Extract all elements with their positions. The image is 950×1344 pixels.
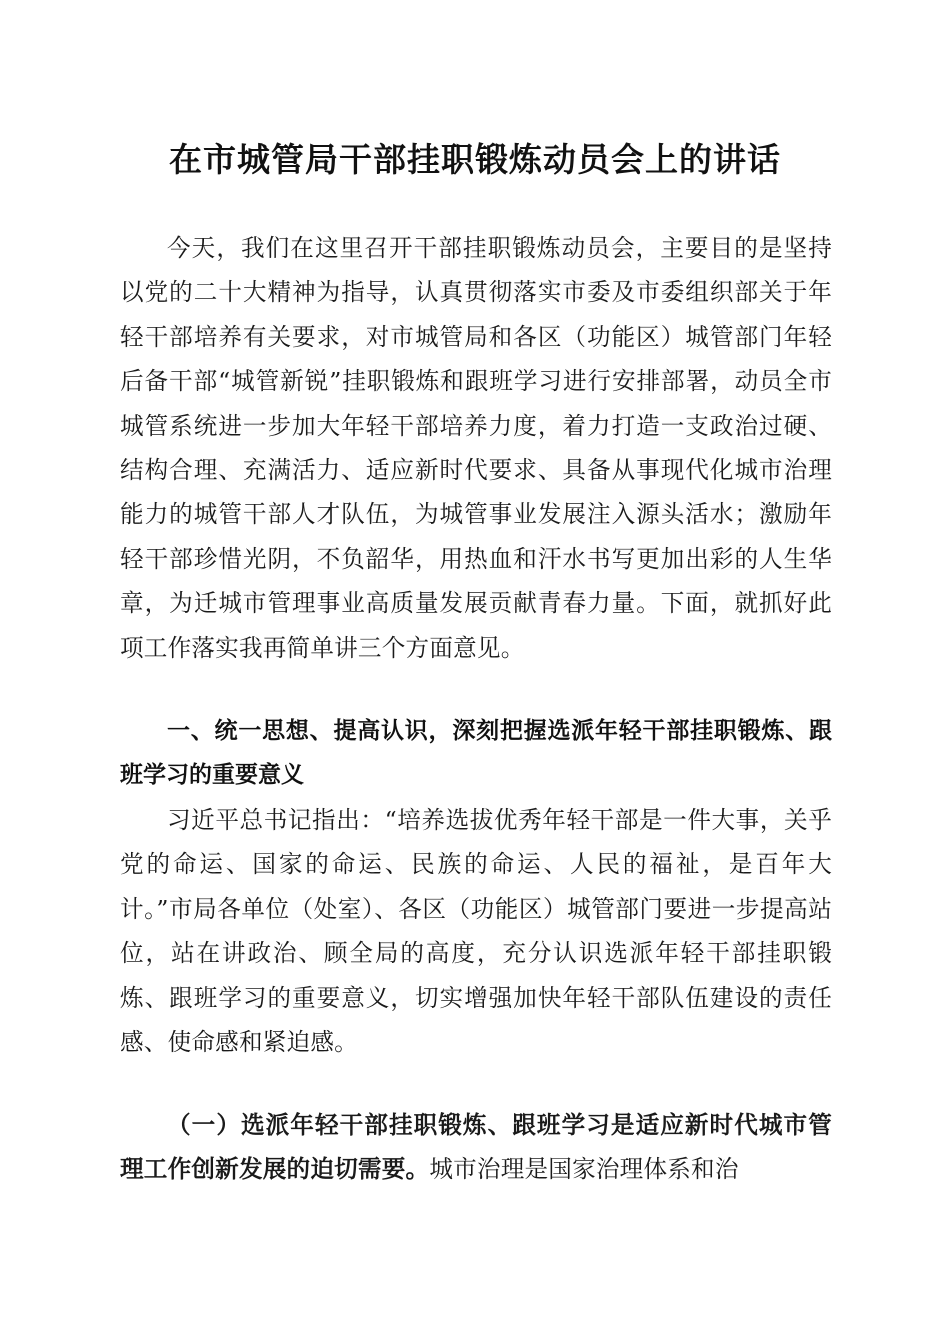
paragraph-subsection-1-text: 城市治理是国家治理体系和治 bbox=[429, 1155, 739, 1184]
paragraph-section-1: 习近平总书记指出：“培养选拔优秀年轻干部是一件大事，关乎党的命运、国家的命运、民族的命运、人民的福祉，是百年大计。”市局各单位（处室）、各区（功能区）城管部门要进一步提高站位，站在讲政治、顾全局的高度，充分认识选派年轻干部挂职锻炼、跟班学习的重要意义，切实增强加快年轻干部队伍建设的责任感、使命感和紧迫感。 bbox=[120, 806, 832, 1057]
paragraph-intro: 今天，我们在这里召开干部挂职锻炼动员会，主要目的是坚持以党的二十大精神为指导，认真贯彻落实市委及市委组织部关于年轻干部培养有关要求，对市城管局和各区（功能区）城管部门年轻后备干部“城管新锐”挂职锻炼和跟班学习进行安排部署，动员全市城管系统进一步加大年轻干部培养力度，着力打造一支政治过硬、结构合理、充满活力、适应新时代要求、具备从事现代化城市治理能力的城管干部人才队伍，为城管事业发展注入源头活水；激励年轻干部珍惜光阴，不负韶华，用热血和汗水书写更加出彩的人生华章，为迁城市管理事业高质量发展贡献青春力量。下面，就抓好此项工作落实我再简单讲三个方面意见。 bbox=[120, 234, 832, 662]
subsection-heading-1: （一）选派年轻干部挂职锻炼、跟班学习是适应新时代城市管理工作创新发展的迫切需要。 bbox=[120, 1111, 832, 1184]
paragraph-subsection-1 bbox=[120, 1103, 832, 1192]
section-heading-1: 一、统一思想、提高认识，深刻把握选派年轻干部挂职锻炼、跟班学习的重要意义 bbox=[120, 718, 832, 789]
document-title: 在市城管局干部挂职锻炼动员会上的讲话 bbox=[169, 140, 781, 179]
